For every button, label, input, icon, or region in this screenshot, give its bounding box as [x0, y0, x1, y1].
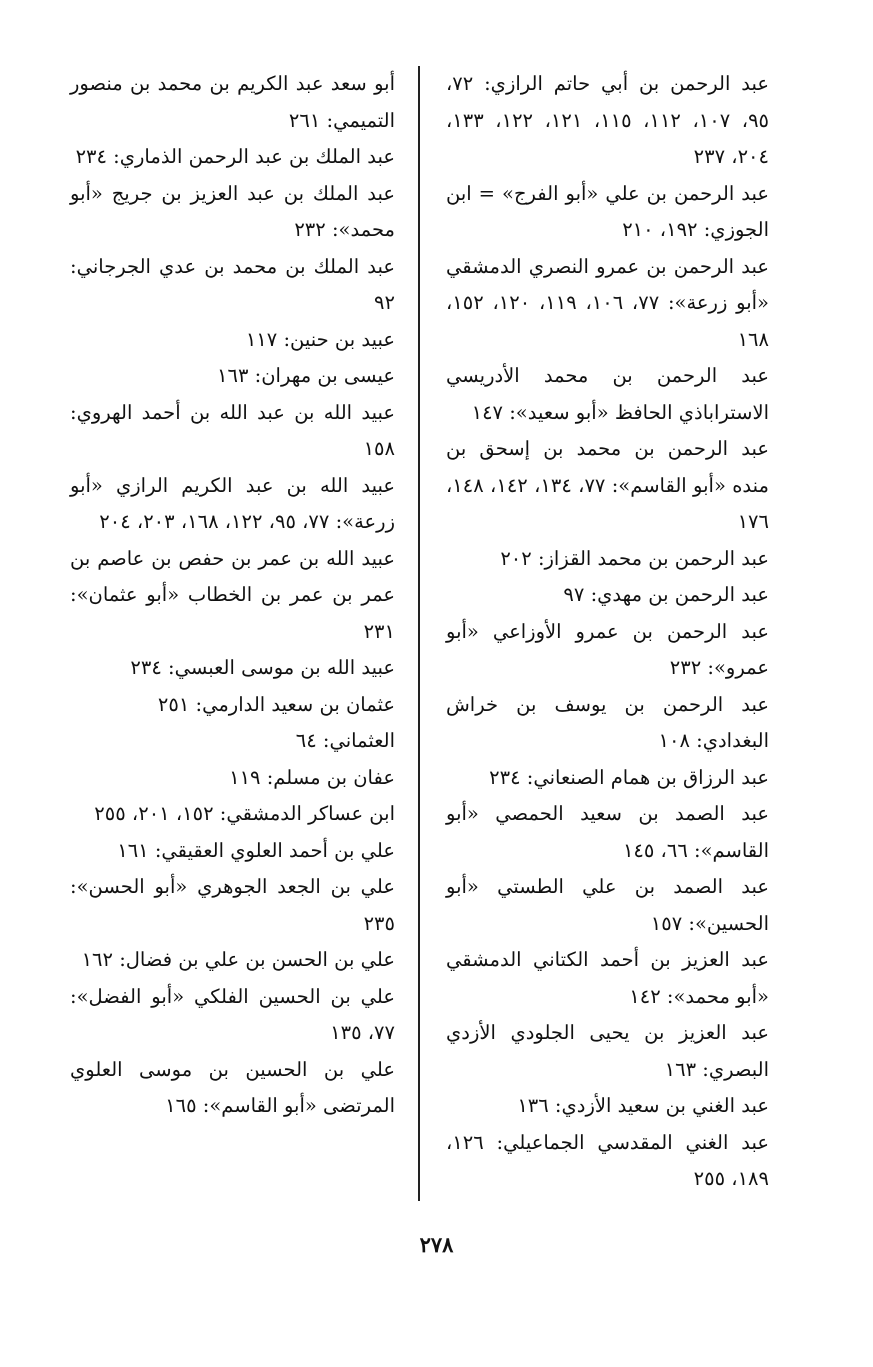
index-entry: عبد الصمد بن علي الطستي «أبو الحسين»: ١٥٧ — [446, 875, 769, 935]
index-entry: علي بن الحسن بن علي بن فضال: ١٦٢ — [81, 948, 395, 971]
index-entry: علي بن أحمد العلوي العقيقي: ١٦١ — [117, 838, 395, 862]
index-entry: عبيد الله بن موسى العبسي: ٢٣٤ — [130, 656, 395, 679]
index-entry: عبد العزيز بن أحمد الكتاني الدمشقي «أبو محمد»: ١٤٢ — [446, 948, 769, 1008]
index-entry: أبو سعد عبد الكريم بن محمد بن منصور التميمي: ٢٦١ — [70, 72, 395, 132]
index-entry: عبيد الله بن عمر بن حفص بن عاصم بن عمر بن عمر بن الخطاب «أبو عثمان»: ٢٣١ — [70, 546, 395, 643]
index-entry: عبد الغني المقدسي الجماعيلي: ١٢٦، ١٨٩، ٢٥٥ — [446, 1130, 769, 1190]
page-number: ٢٧٨ — [419, 1232, 454, 1257]
index-entry: عبد العزيز بن يحيى الجلودي الأزدي البصري: ١٦٣ — [446, 1021, 769, 1081]
index-entry: عبد الغني بن سعيد الأزدي: ١٣٦ — [517, 1094, 769, 1117]
index-column-left — [70, 66, 395, 1125]
index-entry: ابن عساكر الدمشقي: ١٥٢، ٢٠١، ٢٥٥ — [94, 802, 395, 825]
index-entry: عبد الملك بن عبد الرحمن الذماري: ٢٣٤ — [75, 145, 395, 168]
index-entry: علي بن الجعد الجوهري «أبو الحسن»: ٢٣٥ — [70, 875, 395, 935]
index-entry: عبد الرزاق بن همام الصنعاني: ٢٣٤ — [489, 765, 769, 789]
index-entry: عبد الرحمن بن علي «أبو الفرج» = ابن الجوزي: ١٩٢، ٢١٠ — [446, 181, 769, 241]
index-entry: عبيد الله بن عبد الكريم الرازي «أبو زرعة»: ٧٧، ٩٥، ١٢٢، ١٦٨، ٢٠٣، ٢٠٤ — [70, 473, 395, 533]
index-entry: عبد الملك بن محمد بن عدي الجرجاني: ٩٢ — [70, 254, 395, 314]
index-entry: عبد الرحمن بن عمرو الأوزاعي «أبو عمرو»: ٢٣٢ — [446, 619, 769, 679]
index-entry: عثمان بن سعيد الدارمي: ٢٥١ — [157, 692, 395, 716]
index-entry: عبد الرحمن بن مهدي: ٩٧ — [563, 583, 769, 606]
index-entry: عبد الرحمن بن يوسف بن خراش البغدادي: ١٠٨ — [446, 692, 769, 752]
index-entry: عبد الملك بن عبد العزيز بن جريج «أبو محمد»: ٢٣٢ — [70, 181, 395, 241]
index-entry: عبد الرحمن بن عمرو النصري الدمشقي «أبو زرعة»: ٧٧، ١٠٦، ١١٩، ١٢٠، ١٥٢، ١٦٨ — [446, 254, 769, 351]
index-entry: علي بن الحسين الفلكي «أبو الفضل»: ٧٧، ١٣٥ — [70, 984, 395, 1044]
index-column-right — [446, 66, 769, 1198]
index-entry: العثماني: ٦٤ — [295, 729, 395, 752]
index-entry: عبيد بن حنين: ١١٧ — [245, 327, 395, 351]
index-entry: عبد الرحمن بن محمد بن إسحق بن منده «أبو القاسم»: ٧٧، ١٣٤، ١٤٢، ١٤٨، ١٧٦ — [446, 437, 769, 533]
index-entry: عبد الصمد بن سعيد الحمصي «أبو القاسم»: ٦٦، ١٤٥ — [446, 802, 769, 862]
column-divider — [418, 66, 420, 1201]
index-entry: عبد الرحمن بن محمد الأدريسي الاستراباذي الحافظ «أبو سعيد»: ١٤٧ — [446, 364, 769, 424]
index-entry: علي بن الحسين بن موسى العلوي المرتضى «أبو القاسم»: ١٦٥ — [70, 1057, 395, 1117]
index-entry: عبد الرحمن بن محمد القزاز: ٢٠٢ — [500, 546, 769, 570]
index-entry: عبد الرحمن بن أبي حاتم الرازي: ٧٢، ٩٥، ١٠٧، ١١٢، ١١٥، ١٢١، ١٢٢، ١٣٣، ٢٠٤، ٢٣٧ — [446, 72, 770, 168]
index-entry: عيسى بن مهران: ١٦٣ — [217, 364, 395, 387]
index-entry: عفان بن مسلم: ١١٩ — [229, 765, 395, 789]
index-entry: عبيد الله بن عبد الله بن أحمد الهروي: ١٥٨ — [70, 400, 395, 460]
